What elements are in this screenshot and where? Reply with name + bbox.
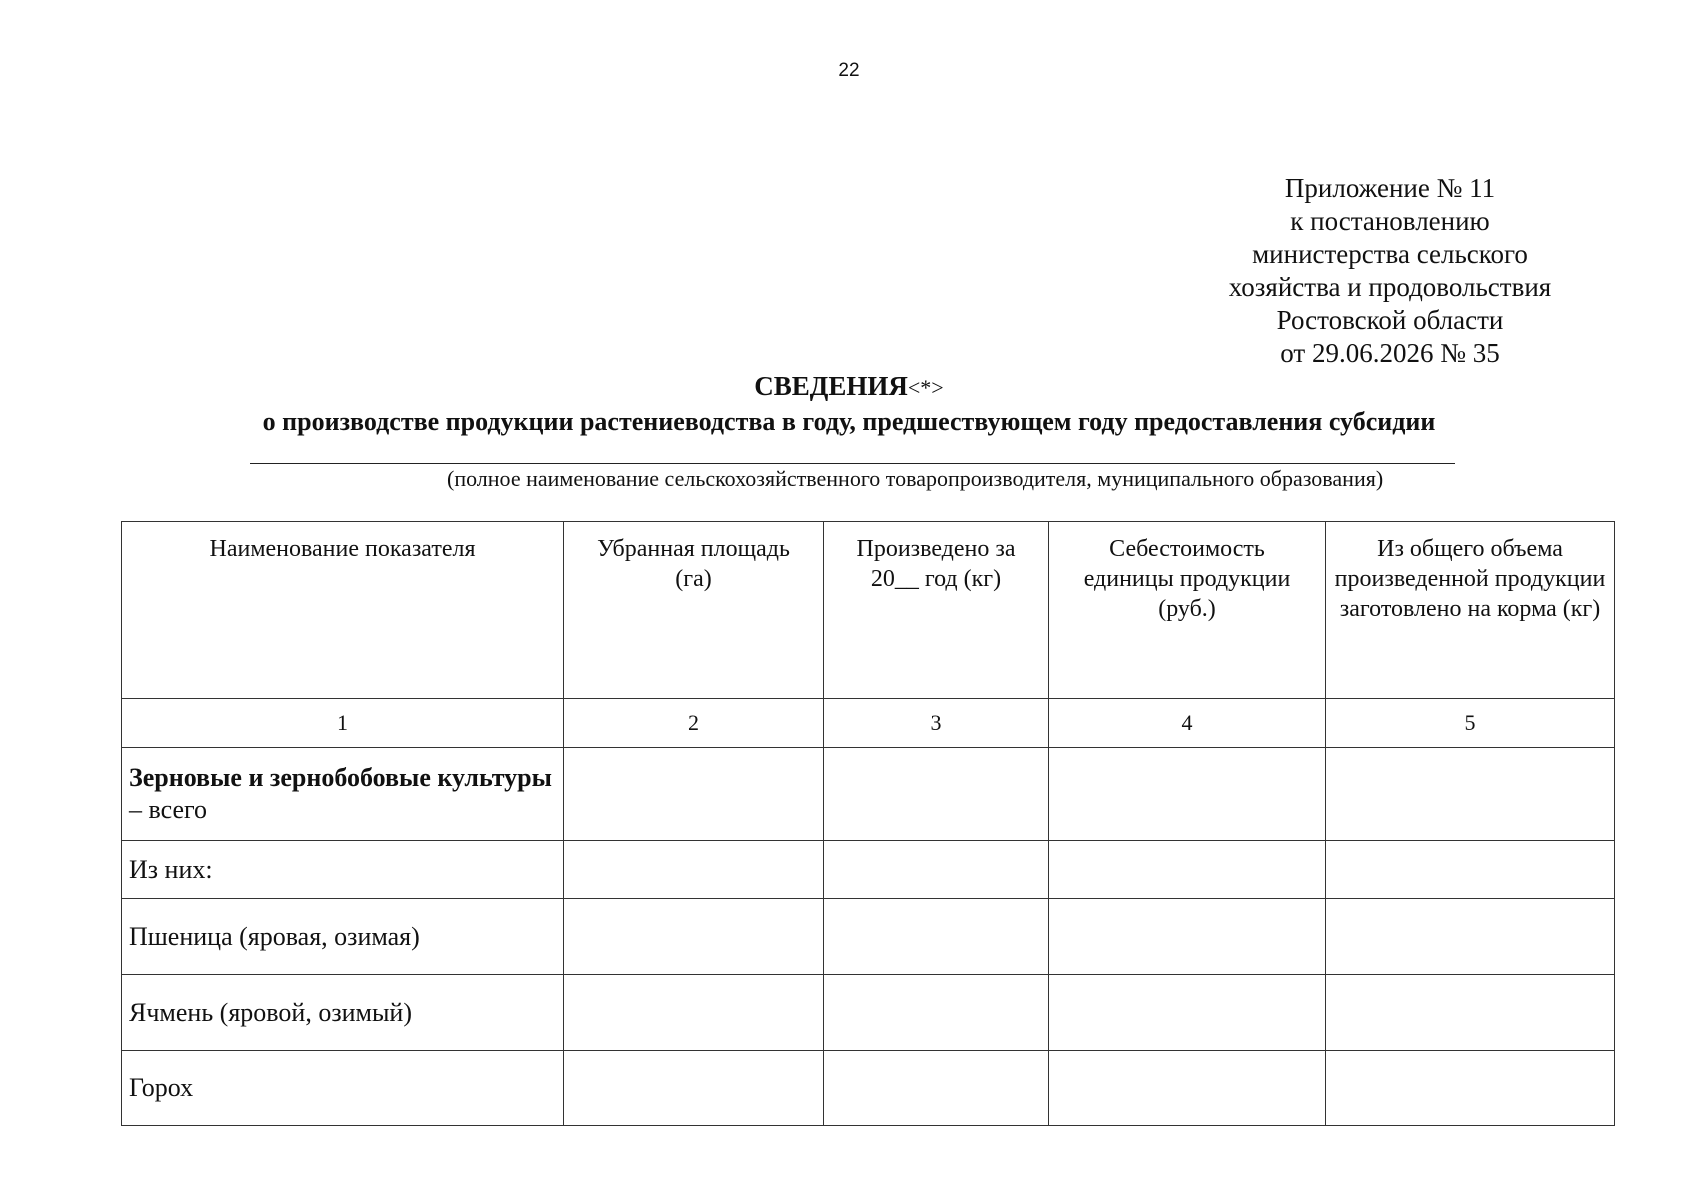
- document-title: [0, 369, 1698, 405]
- title-main: СВЕДЕНИЯ: [754, 371, 908, 401]
- table-cell: [1049, 841, 1326, 899]
- table-cell: [1049, 899, 1326, 975]
- table-cell: [1326, 899, 1615, 975]
- row-label: Горох: [122, 1051, 564, 1126]
- fill-in-line: [250, 463, 1455, 464]
- table-cell: [1326, 748, 1615, 841]
- document-subtitle: о производстве продукции растениеводства в году, предшествующем году предоставления субсидии: [262, 407, 1436, 436]
- table-cell: [1326, 1051, 1615, 1126]
- row-label: Ячмень (яровой, озимый): [122, 975, 564, 1051]
- appendix-line: к постановлению: [1290, 206, 1490, 236]
- column-header: Произведено за 20__ год (кг): [824, 522, 1049, 699]
- row-label: Пшеница (яровая, озимая): [122, 899, 564, 975]
- table-row: [122, 899, 1615, 975]
- column-header: Убранная площадь (га): [564, 522, 824, 699]
- appendix-reference: [1190, 172, 1590, 370]
- table-cell: [824, 975, 1049, 1051]
- table-row: [122, 975, 1615, 1051]
- appendix-line: Ростовской области: [1276, 305, 1504, 335]
- row-label: [122, 748, 564, 841]
- row-label-rest: – всего: [129, 795, 208, 824]
- table-cell: [1049, 1051, 1326, 1126]
- column-number: 3: [824, 699, 1049, 748]
- appendix-line: министерства сельского: [1252, 239, 1528, 269]
- table-cell: [564, 975, 824, 1051]
- column-header: Из общего объема произведенной продукции заготовлено на корма (кг): [1326, 522, 1615, 699]
- table-cell: [824, 748, 1049, 841]
- table-cell: [564, 841, 824, 899]
- fill-in-caption: (полное наименование сельскохозяйственного товаропроизводителя, муниципального образования): [447, 466, 1384, 491]
- row-label: Из них:: [122, 841, 564, 899]
- column-number: 5: [1326, 699, 1615, 748]
- appendix-line: Приложение № 11: [1284, 173, 1496, 203]
- table-cell: [1326, 841, 1615, 899]
- table-row: [122, 1051, 1615, 1126]
- production-table: [121, 521, 1615, 1126]
- column-number: 2: [564, 699, 824, 748]
- table-cell: [1326, 975, 1615, 1051]
- document-title-block: [0, 369, 1698, 439]
- page-number: 22: [838, 60, 860, 81]
- table-cell: [824, 899, 1049, 975]
- column-header: Наименование показателя: [122, 522, 564, 699]
- table-cell: [564, 899, 824, 975]
- table-cell: [824, 1051, 1049, 1126]
- table-cell: [824, 841, 1049, 899]
- column-number: 1: [122, 699, 564, 748]
- table-row: [122, 841, 1615, 899]
- row-label-bold: Зерновые и зернобобовые культуры: [129, 763, 552, 792]
- table-cell: [564, 748, 824, 841]
- table-cell: [564, 1051, 824, 1126]
- column-header: Себестоимость единицы продукции (руб.): [1049, 522, 1326, 699]
- table-cell: [1049, 975, 1326, 1051]
- table-row: [122, 748, 1615, 841]
- column-number: 4: [1049, 699, 1326, 748]
- table-header-row: [122, 522, 1615, 699]
- footnote-mark: <*>: [907, 375, 944, 400]
- column-number-row: [122, 699, 1615, 748]
- appendix-line: хозяйства и продовольствия: [1228, 272, 1552, 302]
- appendix-line: от 29.06.2026 № 35: [1280, 338, 1500, 368]
- table-cell: [1049, 748, 1326, 841]
